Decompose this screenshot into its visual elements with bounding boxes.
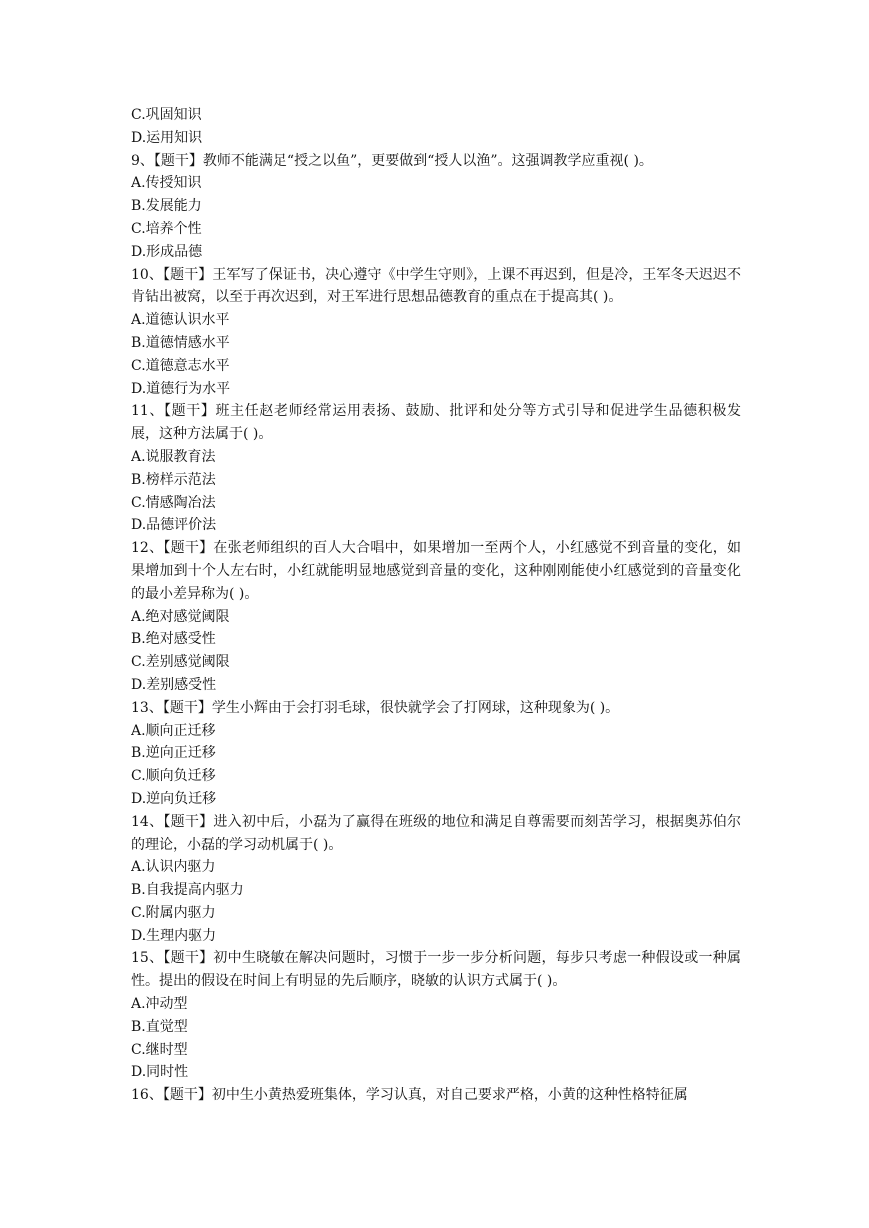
- option-line: B.发展能力: [131, 198, 202, 215]
- option-line: D.同时性: [131, 1064, 189, 1081]
- option-line: A.认识内驱力: [131, 859, 216, 876]
- option-line: C.继时型: [131, 1041, 188, 1058]
- document-page: [131, 104, 741, 1107]
- option-line: C.培养个性: [131, 220, 202, 237]
- option-line: A.传授知识: [131, 175, 202, 192]
- option-line: C.情感陶冶法: [131, 494, 216, 511]
- question-stem-16: 16、【题干】初中生小黄热爱班集体，学习认真，对自己要求严格，小黄的这种性格特征属: [131, 1087, 688, 1104]
- option-line: D.形成品德: [131, 243, 203, 260]
- option-line: A.绝对感觉阈限: [131, 608, 230, 625]
- option-line: D.品德评价法: [131, 517, 217, 534]
- option-line: B.绝对感受性: [131, 631, 216, 648]
- question-stem-15: 15、【题干】初中生晓敏在解决问题时，习惯于一步一步分析问题，每步只考虑一种假设或一种属性。提出的假设在时间上有明显的先后顺序，晓敏的认识方式属于( )。: [131, 950, 741, 990]
- option-line: C.差别感觉阈限: [131, 654, 230, 671]
- option-line: D.生理内驱力: [131, 927, 217, 944]
- option-line: D.道德行为水平: [131, 380, 231, 397]
- question-stem-9: 9、【题干】教师不能满足“授之以鱼”，更要做到“授人以渔”。这强调教学应重视( )。: [131, 152, 653, 169]
- option-line: D.运用知识: [131, 129, 203, 146]
- option-line: D.差别感受性: [131, 676, 217, 693]
- option-line: A.冲动型: [131, 996, 188, 1013]
- option-line: B.榜样示范法: [131, 471, 216, 488]
- option-line: D.逆向负迁移: [131, 790, 217, 807]
- option-line: B.道德情感水平: [131, 334, 230, 351]
- option-line: B.逆向正迁移: [131, 745, 216, 762]
- question-stem-10: 10、【题干】王军写了保证书，决心遵守《中学生守则》，上课不再迟到，但是冷，王军冬天迟迟不肯钻出被窝，以至于再次迟到，对王军进行思想品德教育的重点在于提高其( )。: [131, 266, 741, 306]
- option-line: B.自我提高内驱力: [131, 882, 244, 899]
- option-line: C.附属内驱力: [131, 904, 216, 921]
- option-line: A.说服教育法: [131, 448, 216, 465]
- question-stem-14: 14、【题干】进入初中后，小磊为了赢得在班级的地位和满足自尊需要而刻苦学习，根据奥苏伯尔的理论，小磊的学习动机属于( )。: [131, 813, 741, 853]
- question-stem-11: 11、【题干】班主任赵老师经常运用表扬、鼓励、批评和处分等方式引导和促进学生品德积极发展，这种方法属于( )。: [131, 403, 741, 443]
- option-line: A.顺向正迁移: [131, 722, 216, 739]
- option-line: B.直觉型: [131, 1018, 188, 1035]
- question-stem-13: 13、【题干】学生小辉由于会打羽毛球，很快就学会了打网球，这种现象为( )。: [131, 699, 620, 716]
- option-line: C.巩固知识: [131, 107, 202, 123]
- option-line: C.顺向负迁移: [131, 768, 216, 785]
- option-line: A.道德认识水平: [131, 312, 230, 329]
- option-line: C.道德意志水平: [131, 357, 230, 374]
- question-stem-12: 12、【题干】在张老师组织的百人大合唱中，如果增加一至两个人，小红感觉不到音量的变化，如果增加到十个人左右时，小红就能明显地感觉到音量的变化，这种刚刚能使小红感觉到的音量变化的最小差异称为( )。: [131, 540, 741, 602]
